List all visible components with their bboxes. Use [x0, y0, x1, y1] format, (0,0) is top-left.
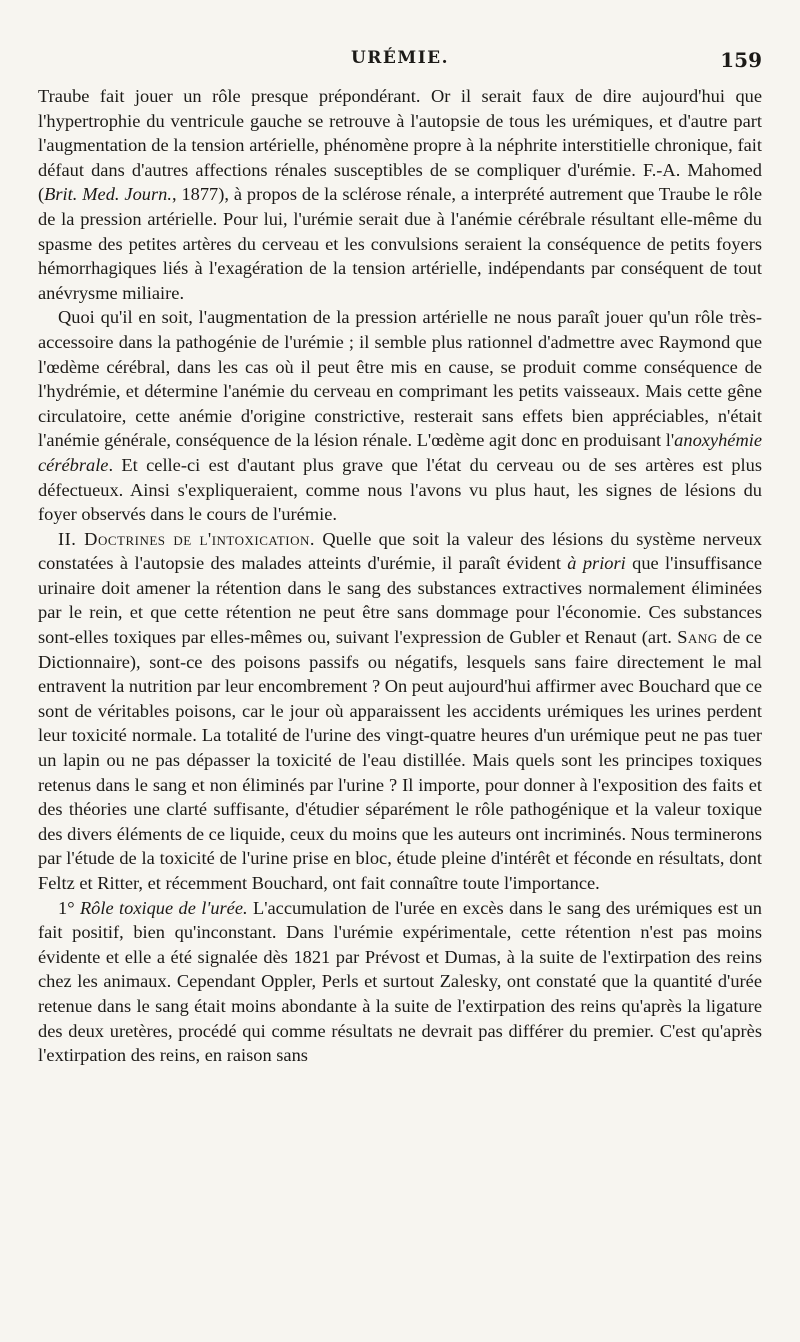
- small-caps-ref: Sang: [677, 627, 718, 648]
- paragraph-text: Quelle que soit la valeur des lésions du système nerveux constatées à l'autopsie des malades atteints d'urémie, il paraît évident: [38, 528, 762, 574]
- paragraph-text: , 1877), à propos de la sclérose rénale, a interprété autrement que Traube le rôle de la pression artérielle. Pour lui, l'urémie serait due à l'anémie cérébrale résultant elle-même du spasme des petites artères du cerveau et les convulsions seraient la conséquence de petits foyers hémorrhagiques liés à l'exagération de la tension artérielle, indépendants par conséquent de tout anévrysme miliaire.: [38, 184, 762, 303]
- paragraph-pression: [38, 305, 762, 526]
- paragraph-uree: [38, 896, 762, 1068]
- page-header: [38, 48, 762, 78]
- paragraph-text: Quoi qu'il en soit, l'augmentation de la pression artérielle ne nous paraît jouer qu'un rôle très-accessoire dans la pathogénie de l'urémie ; il semble plus rationnel d'admettre avec Raymond que l'œdème cérébral, dans les cas où il peut être mis en cause, se produit comme conséquence de l'hydrémie, et détermine l'anémie du cerveau en comprimant les petits vaisseaux. Mais cette gêne circulatoire, cette anémie d'origine constrictive, resterait sans effets bien appréciables, n'était l'anémie générale, conséquence de la lésion rénale. L'œdème agit donc en produisant l': [38, 307, 762, 451]
- section-number: 1°: [58, 897, 75, 918]
- paragraph-text: L'accumulation de l'urée en excès dans le sang des urémiques est un fait positif, bien qu'inconstant. Dans l'urémie expérimentale, cette rétention n'est pas moins évidente et elle a été signalée dès 1821 par Prévost et Dumas, à la suite de l'extirpation des reins chez les animaux. Cependant Oppler, Perls et surtout Zalesky, ont constaté que la quantité d'urée retenue dans le sang était moins abondante à la suite de l'extirpation des reins qu'après la ligature des deux uretères, procédé qui comme résultats ne devrait pas différer du premier. C'est qu'après l'extirpation des reins, en raison sans: [38, 897, 762, 1066]
- author-ref: F.-A. Mahomed (: [38, 159, 762, 205]
- italic-term: anoxyhémie cérébrale: [38, 430, 762, 475]
- subsection-heading: Rôle toxique de l'urée.: [79, 897, 248, 918]
- section-heading: II. Doctrines de l'intoxication.: [58, 528, 316, 549]
- page-number: 159: [720, 48, 762, 72]
- paragraph-text: de ce Dictionnaire), sont-ce des poisons passifs ou négatifs, lesquels sans faire directement le mal entravent la nutrition par leur encombrement ? On peut aujourd'hui affirmer avec Bouchard que ce sont de véritables poisons, car le jour où apparaissent les accidents urémiques les urines perdent leur toxicité normale. La totalité de l'urine des vingt-quatre heures d'un urémique peut ne pas tuer un lapin ou ne pas dépasser la toxicité de l'eau distillée. Mais quels sont les principes toxiques retenus dans le sang et non éliminés par l'urine ? Il importe, pour donner à l'exposition des faits et des théories une clarté suffisante, d'étudier séparément le rôle pathogénique et la valeur toxique des divers éléments de ce liquide, ceux du moins que les auteurs ont incriminés. Nous terminerons par l'étude de la toxicité de l'urine prise en bloc, étude pleine d'intérêt et féconde en résultats, dont Feltz et Ritter, et récemment Bouchard, ont fait connaître toute l'importance.: [38, 627, 763, 893]
- italic-term: à priori: [567, 553, 626, 574]
- paragraph-text: . Et celle-ci est d'autant plus grave que l'état du cerveau ou de ses artères est plus défectueux. Ainsi s'expliqueraient, comme nous l'avons vu plus haut, les signes de lésions du foyer observés dans le cours de l'urémie.: [38, 454, 762, 525]
- paragraph-traube: [38, 84, 762, 305]
- body-text: [38, 84, 762, 1068]
- paragraph-text: Traube fait jouer un rôle presque prépondérant. Or il serait faux de dire aujourd'hui que l'hypertrophie du ventricule gauche se retrouve à l'autopsie de tous les urémiques, et d'autre part l'augmentation de la tension artérielle, phénomène propre à la néphrite interstitielle chronique, fait défaut dans d'autres affections rénales susceptibles de se compliquer d'urémie.: [38, 86, 762, 180]
- paragraph-text: que l'insuffisance urinaire doit amener la rétention dans le sang des substances extractives normalement éliminées par le rein, et que cette rétention ne peut être sans dommage pour l'économie. Ces substances sont-elles toxiques par elles-mêmes ou, suivant l'expression de Gubler et Renaut (art.: [38, 553, 762, 648]
- journal-ref: Brit. Med. Journ.: [44, 184, 172, 205]
- running-title: URÉMIE.: [350, 48, 450, 68]
- paragraph-intoxication: [38, 527, 762, 896]
